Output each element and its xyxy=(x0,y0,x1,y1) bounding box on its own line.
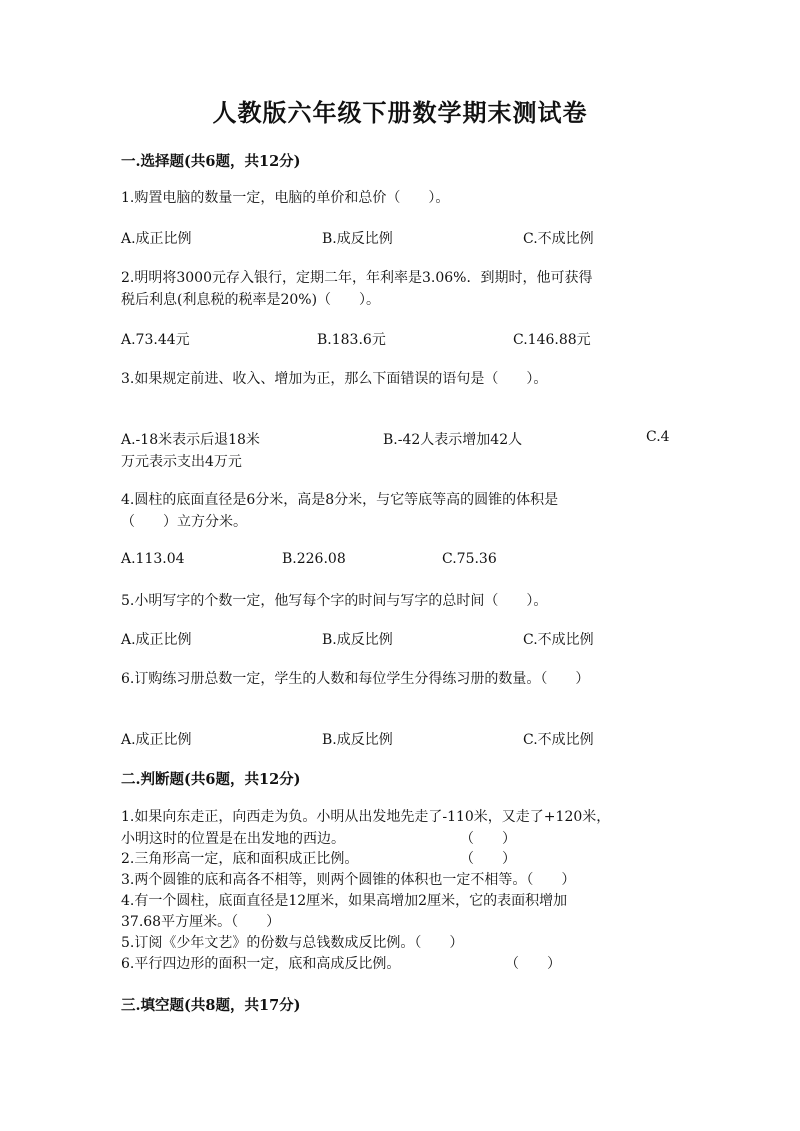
question-text: 4.圆柱的底面直径是6分米，高是8分米，与它等底等高的圆锥的体积是 xyxy=(121,492,559,508)
question-text: 2.明明将3000元存入银行，定期二年，年利率是3.06%．到期时，他可获得 xyxy=(121,270,593,286)
option-c: C.4 xyxy=(646,429,670,445)
option-b: B.成反比例 xyxy=(322,632,393,648)
option-c: C.146.88元 xyxy=(513,332,591,348)
option-c: C.不成比例 xyxy=(523,231,594,247)
answer-blank: （ ） xyxy=(460,851,516,867)
statement-text: 4.有一个圆柱，底面直径是12厘米，如果高增加2厘米，它的表面积增加 xyxy=(121,893,568,909)
page-title: 人教版六年级下册数学期末测试卷 xyxy=(212,98,588,127)
statement-text: 3.两个圆锥的底和高各不相等，则两个圆锥的体积也一定不相等。（ ） xyxy=(121,872,576,888)
option-c: C.不成比例 xyxy=(523,632,594,648)
question-text-continued: 税后利息(利息税的税率是20%)（ ）。 xyxy=(121,292,381,308)
question-text: 1.购置电脑的数量一定，电脑的单价和总价（ ）。 xyxy=(121,190,450,206)
option-c: C.不成比例 xyxy=(523,732,594,748)
option-a: A.73.44元 xyxy=(121,332,190,348)
question-text: 5.小明写字的个数一定，他写每个字的时间与写字的总时间（ ）。 xyxy=(121,593,548,609)
option-a: A.113.04 xyxy=(121,551,185,567)
section-heading-choice: 一.选择题(共6题，共12分) xyxy=(121,153,301,170)
section-heading-true-false: 二.判断题(共6题，共12分) xyxy=(121,771,301,788)
question-text: 6.订购练习册总数一定，学生的人数和每位学生分得练习册的数量。（ ） xyxy=(121,671,590,687)
option-a: A.成正比例 xyxy=(121,632,192,648)
section-heading-fill-in: 三.填空题(共8题，共17分) xyxy=(121,997,301,1014)
statement-text-continued: 37.68平方厘米。（ ） xyxy=(121,914,281,930)
option-c-continued: 万元表示支出4万元 xyxy=(121,454,242,470)
statement-text-continued: 小明这时的位置是在出发地的西边。 xyxy=(121,831,345,847)
question-text-continued: （ ）立方分米。 xyxy=(121,514,247,530)
option-a: A.成正比例 xyxy=(121,231,192,247)
question-text: 3.如果规定前进、收入、增加为正，那么下面错误的语句是（ ）。 xyxy=(121,371,548,387)
answer-blank: （ ） xyxy=(460,831,516,847)
option-b: B.226.08 xyxy=(282,551,346,567)
option-a: A.成正比例 xyxy=(121,732,192,748)
statement-text: 2.三角形高一定，底和面积成正比例。 xyxy=(121,851,359,867)
option-c: C.75.36 xyxy=(442,551,497,567)
option-b: B.成反比例 xyxy=(322,732,393,748)
answer-blank: （ ） xyxy=(505,956,561,972)
option-a: A.-18米表示后退18米 xyxy=(121,432,260,448)
statement-text: 1.如果向东走正，向西走为负。小明从出发地先走了-110米，又走了+120米， xyxy=(121,809,611,825)
option-b: B.成反比例 xyxy=(322,231,393,247)
statement-text: 5.订阅《少年文艺》的份数与总钱数成反比例。（ ） xyxy=(121,935,464,951)
statement-text: 6.平行四边形的面积一定，底和高成反比例。 xyxy=(121,956,401,972)
option-b: B.183.6元 xyxy=(317,332,386,348)
option-b: B.-42人表示增加42人 xyxy=(383,432,523,448)
